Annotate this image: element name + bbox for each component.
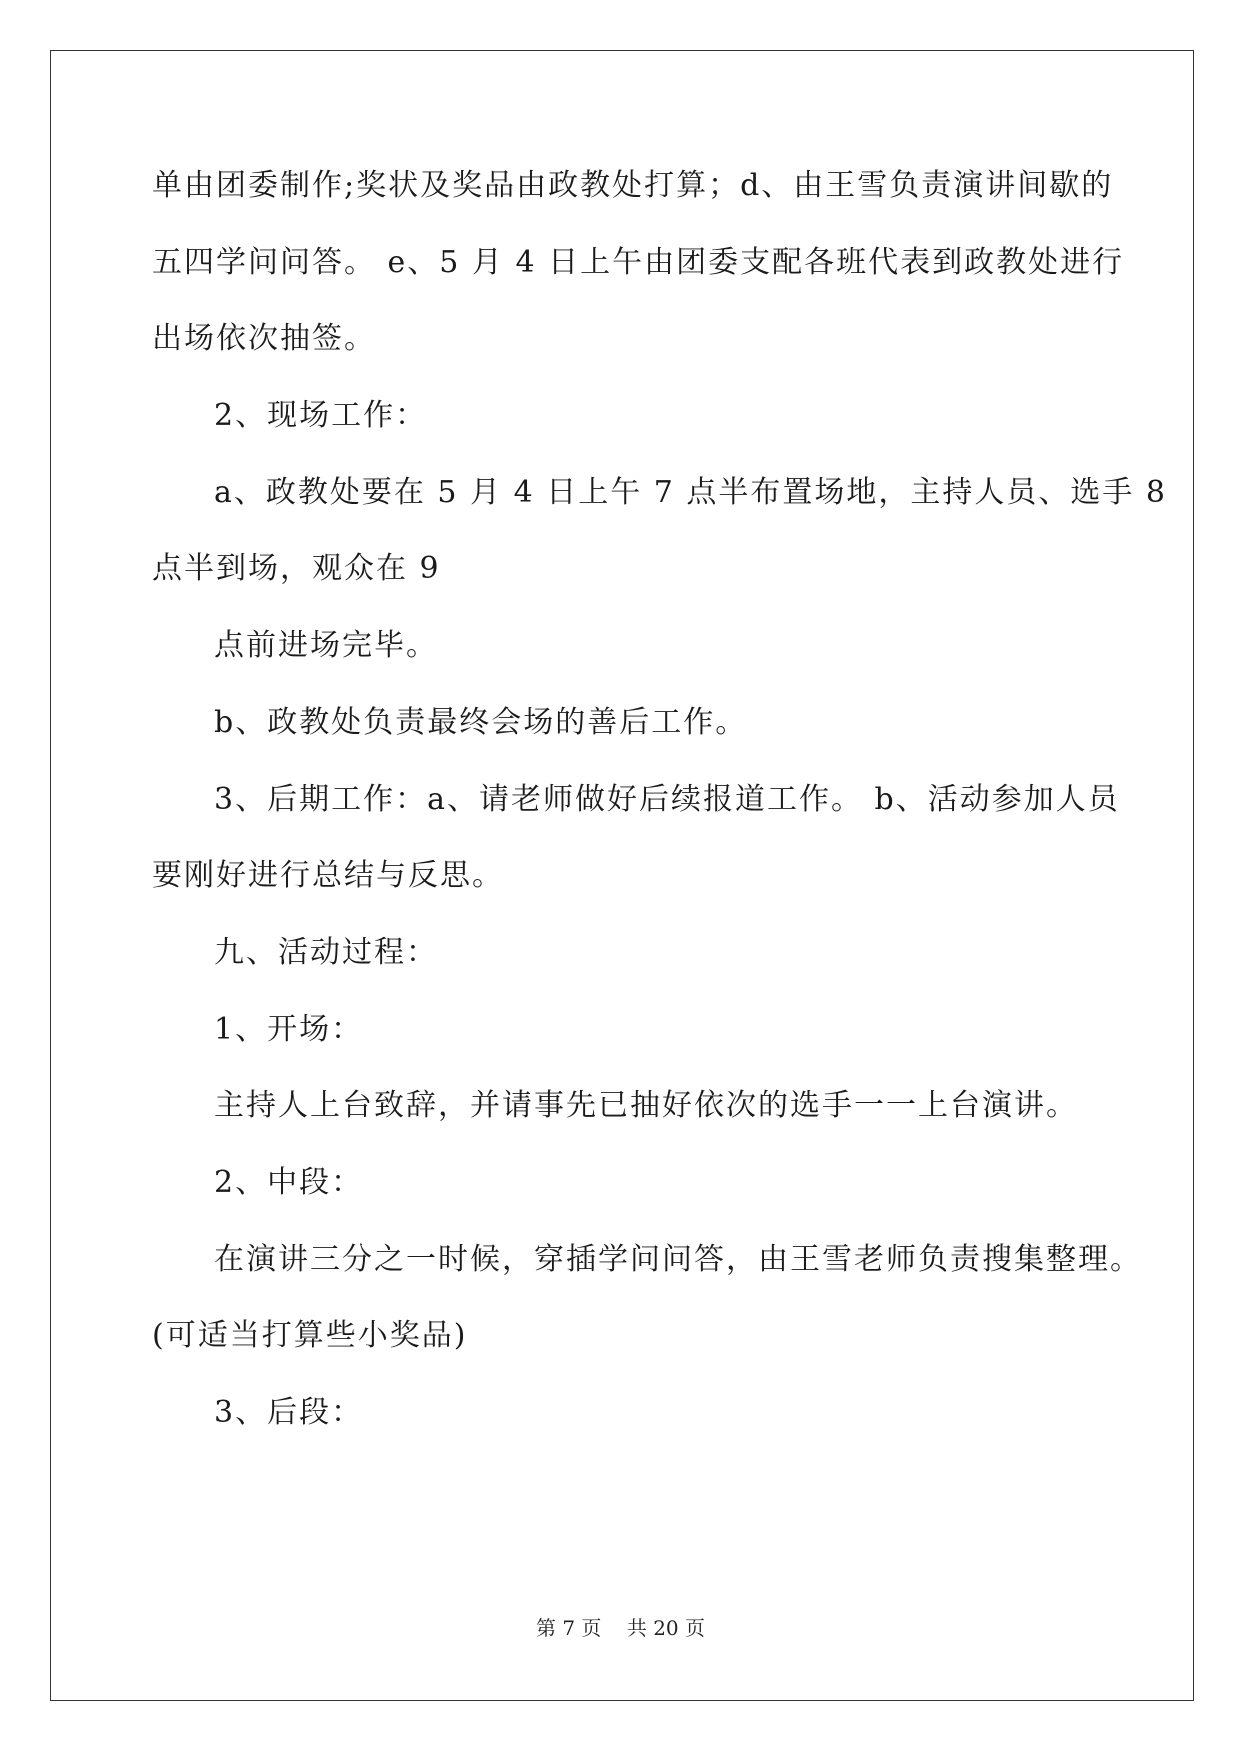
section-heading: 3、后段： (214, 1395, 364, 1430)
text-line: 出场依次抽签。 (152, 321, 376, 356)
text-line: 点半到场，观众在 9 (152, 551, 441, 586)
text-line: 五四学问问答。 e、5 月 4 日上午由团委支配各班代表到政教处进行 (152, 245, 1125, 280)
section-heading: 九、活动过程： (214, 935, 438, 970)
text-line: 要刚好进行总结与反思。 (152, 858, 504, 893)
text-line: b、政教处负责最终会场的善后工作。 (214, 705, 748, 740)
text-line: 主持人上台致辞，并请事先已抽好依次的选手一一上台演讲。 (214, 1088, 1078, 1123)
text-line: 单由团委制作;奖状及奖品由政教处打算；d、由王雪负责演讲间歇的 (152, 168, 1114, 203)
section-heading: 2、中段： (214, 1165, 364, 1200)
section-heading: 2、现场工作： (214, 398, 428, 433)
text-line: 点前进场完毕。 (214, 628, 438, 663)
text-line: a、政教处要在 5 月 4 日上午 7 点半布置场地，主持人员、选手 8 (214, 475, 1167, 510)
section-heading: 1、开场： (214, 1012, 364, 1047)
text-line: 3、后期工作：a、请老师做好后续报道工作。 b、活动参加人员 (214, 782, 1120, 817)
text-line: (可适当打算些小奖品) (152, 1318, 468, 1353)
text-line: 在演讲三分之一时候，穿插学问问答，由王雪老师负责搜集整理。 (214, 1242, 1142, 1277)
page-number: 第 7 页 共 20 页 (535, 1616, 706, 1640)
